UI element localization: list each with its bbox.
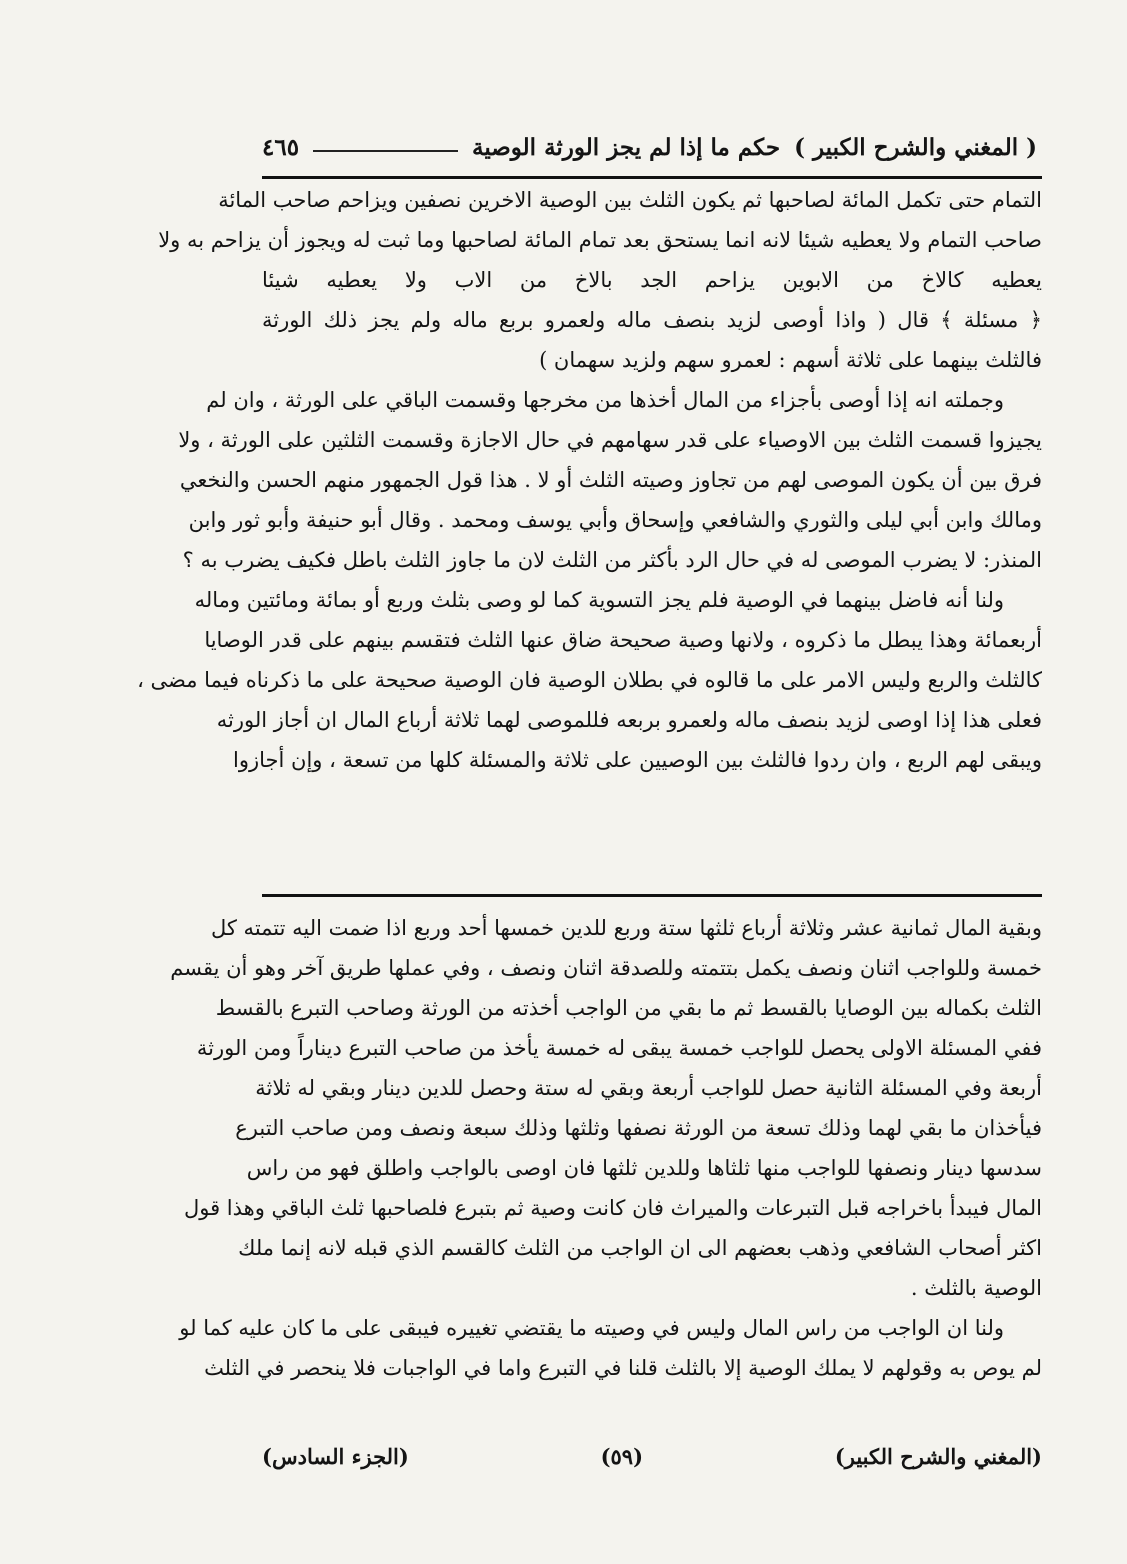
text-line: وجملته انه إذا أوصى بأجزاء من المال أخذها من مخرجها وقسمت الباقي على الورثة ، وان لم xyxy=(206,388,1004,412)
text-line: ﴿ مسئلة ﴾ قال ( واذا أوصى لزيد بنصف ماله ولعمرو بربع ماله ولم يجز ذلك الورثة xyxy=(262,308,1042,332)
text-line: المال فيبدأ باخراجه قبل التبرعات والميراث فان كانت وصية ثم بتبرع فلصاحبها ثلث الباقي وهذا قول xyxy=(183,1196,1042,1220)
text-line: فالثلث بينهما على ثلاثة أسهم : لعمرو سهم ولزيد سهمان ) xyxy=(539,348,1042,372)
footer-page-number: (٥٩) xyxy=(600,1443,644,1469)
text-line: يجيزوا قسمت الثلث بين الاوصياء على قدر سهامهم في حال الاجازة وقسمت الثلثين على الورثة ، ولا xyxy=(178,428,1042,452)
text-line: ويبقى لهم الربع ، وان ردوا فالثلث بين الوصيين على ثلاثة والمسئلة كلها من تسعة ، وإن أجازوا xyxy=(233,748,1042,772)
text-line: فيأخذان ما بقي لهما وذلك تسعة من الورثة نصفها وثلثها وذلك سبعة ونصف ومن صاحب التبرع xyxy=(235,1116,1042,1140)
header-rule xyxy=(313,150,458,152)
footer-volume: (الجزء السادس) xyxy=(262,1443,409,1469)
text-line: التمام حتى تكمل المائة لصاحبها ثم يكون الثلث بين الوصية الاخرين نصفين ويزاحم صاحب المائة xyxy=(218,188,1042,212)
running-subtitle: حكم ما إذا لم يجز الورثة الوصية xyxy=(471,133,781,161)
text-line: فرق بين أن يكون الموصى لهم من تجاوز وصيته الثلث أو لا . هذا قول الجمهور منهم الحسن والنخعي xyxy=(179,468,1042,492)
text-line: اكثر أصحاب الشافعي وذهب بعضهم الى ان الواجب من الثلث كالقسم الذي قبله لانه إنما ملك xyxy=(238,1236,1042,1260)
text-line: الوصية بالثلث . xyxy=(910,1276,1042,1300)
main-text xyxy=(137,180,1042,780)
text-line: كالثلث والربع وليس الامر على ما قالوه في بطلان الوصية فان الوصية صحيحة على ما ذكرناه فيما مضى ، xyxy=(137,668,1042,692)
text-line: ولنا ان الواجب من راس المال وليس في وصيته ما يقتضي تغييره فيبقى على ما كان عليه كما لو xyxy=(179,1316,1004,1340)
text-line: المنذر: لا يضرب الموصى له في حال الرد بأكثر من الثلث لان ما جاوز الثلث باطل فكيف يضرب به ؟ xyxy=(182,548,1042,572)
text-line: خمسة وللواجب اثنان ونصف يكمل بتتمته وللصدقة اثنان ونصف ، وفي عملها طريق آخر وهو أن يقسم xyxy=(170,956,1042,980)
commentary-text xyxy=(170,908,1042,1388)
page-header xyxy=(262,118,1037,176)
text-line: سدسها دينار ونصفها للواجب منها ثلثاها وللدين ثلثها فان اوصى بالواجب واطلق فهو من راس xyxy=(246,1156,1042,1180)
running-title: ( المغني والشرح الكبير ) xyxy=(794,133,1037,161)
text-line: ومالك وابن أبي ليلى والثوري والشافعي وإسحاق وأبي يوسف ومحمد . وقال أبو حنيفة وأبو ثور وابن xyxy=(188,508,1042,532)
separator-rule xyxy=(262,894,1042,897)
footer-book-title: (المغني والشرح الكبير) xyxy=(834,1443,1042,1469)
text-line: ففي المسئلة الاولى يحصل للواجب خمسة يبقى له خمسة يأخذ من صاحب التبرع ديناراً ومن الورثة xyxy=(196,1036,1042,1060)
text-line: أربعة وفي المسئلة الثانية حصل للواجب أربعة وبقي له ستة وحصل للدين دينار وبقي له ثلاثة xyxy=(255,1076,1042,1100)
text-line: ولنا أنه فاضل بينهما في الوصية فلم يجز التسوية كما لو وصى بثلث وربع أو بمائة ومائتين وماله xyxy=(194,588,1004,612)
text-line: وبقية المال ثمانية عشر وثلاثة أرباع ثلثها ستة وربع للدين خمسها أحد وربع اذا ضمت اليه تتمته كل xyxy=(210,916,1042,940)
top-rule xyxy=(262,176,1042,179)
text-line: صاحب التمام ولا يعطيه شيئا لانه انما يستحق بعد تمام المائة لصاحبها وما ثبت له ويجوز أن يزاحم به ولا xyxy=(158,228,1042,252)
text-line: فعلى هذا إذا اوصى لزيد بنصف ماله ولعمرو بربعه فللموصى لهما ثلاثة أرباع المال ان أجاز الورثه xyxy=(216,708,1042,732)
text-line: الثلث بكماله بين الوصايا بالقسط ثم ما بقي من الواجب أخذته من الورثة وصاحب التبرع بالقسط xyxy=(215,996,1042,1020)
page-number: ٤٦٥ xyxy=(262,133,300,161)
text-line: لم يوص به وقولهم لا يملك الوصية إلا بالثلث قلنا في التبرع واما في الواجبات فلا ينحصر في الثلث xyxy=(204,1356,1042,1380)
page-footer xyxy=(262,1436,1042,1476)
text-line: يعطيه كالاخ من الابوين يزاحم الجد بالاخ من الاب ولا يعطيه شيئا xyxy=(262,268,1042,292)
text-line: أربعمائة وهذا يبطل ما ذكروه ، ولانها وصية صحيحة ضاق عنها الثلث فتقسم بينهم على قدر الوصايا xyxy=(204,628,1042,652)
